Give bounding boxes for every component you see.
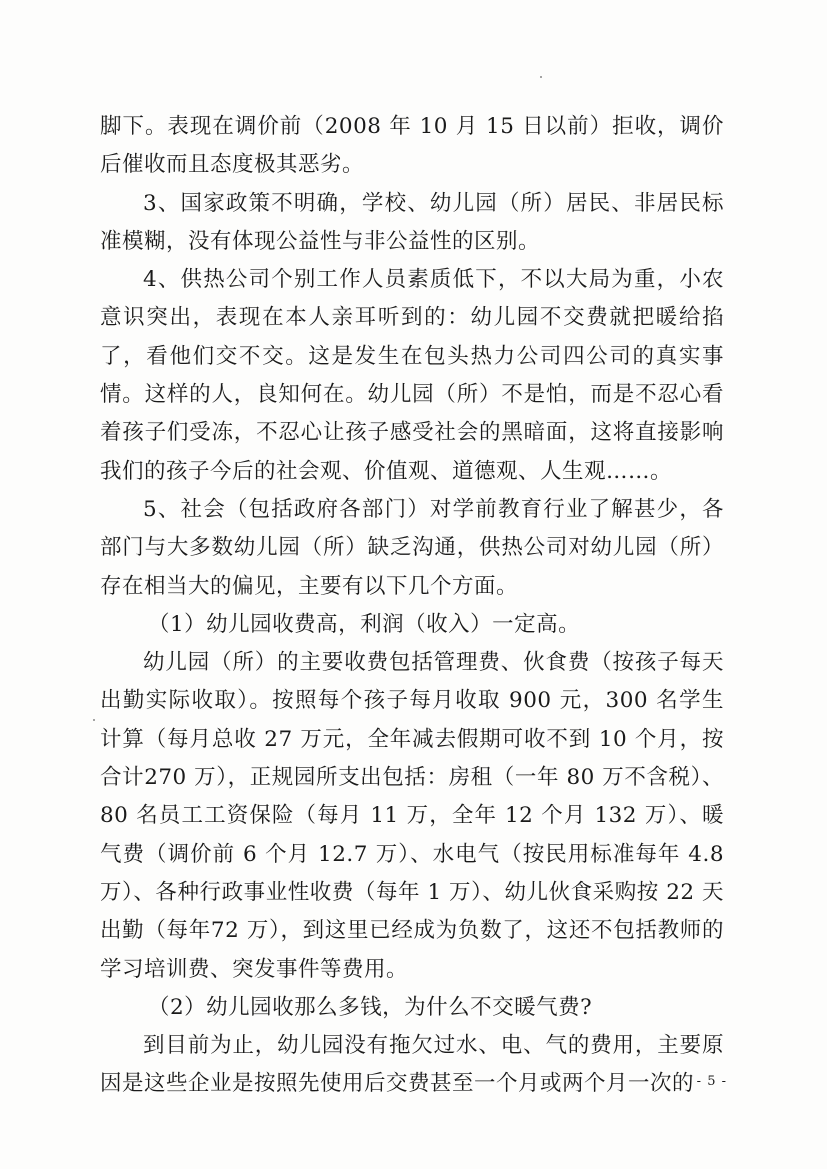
paragraph-payment: 到目前为止，幼儿园没有拖欠过水、电、气的费用，主要原因是这些企业是按照先使用后交费甚至一个月或两个月一次的	[100, 1033, 724, 1097]
page-number: - 5 -	[696, 1074, 727, 1089]
scan-speck	[540, 76, 542, 78]
subheading-1: （1）幼儿园收费高，利润（收入）一定高。	[148, 611, 581, 637]
paragraph-item-4: 4、供热公司个别工作人员素质低下，不以大局为重，小农意识突出，表现在本人亲耳听到的：幼儿园不交费就把暖给掐了，看他们交不交。这是发生在包头热力公司四公司的真实事情。这样的人，良知何在。幼儿园（所）不是怕，而是不忍心看着孩子们受冻，不忍心让孩子感受社会的黑暗面，这将直接影响我们的孩子今后的社会观、价值观、道德观、人生观……。	[100, 267, 724, 484]
paragraph-fees: 幼儿园（所）的主要收费包括管理费、伙食费（按孩子每天出勤实际收取）。按照每个孩子每月收取 900 元，300 名学生计算（每月总收 27 万元，全年减去假期可收不到 10 个月，按合计270 万），正规园所支出包括：房租（一年 80 万不含税）、80 名员工工资保险（每月 11 万，全年 12 个月 132 万）、暖气费（调价前 6 个月 12.7 万）、水电气（按民用标准每年 4.8 万）、各种行政事业性收费（每年 1 万）、幼儿伙食采购按 22 天出勤（每年72 万），到这里已经成为负数了，这还不包括教师的学习培训费、突发事件等费用。	[100, 650, 724, 982]
scan-speck	[93, 719, 95, 721]
subheading-2: （2）幼儿园收那么多钱，为什么不交暖气费?	[148, 994, 593, 1020]
body-text	[100, 108, 724, 1104]
paragraph-item-3: 3、国家政策不明确，学校、幼儿园（所）居民、非居民标准模糊，没有体现公益性与非公益性的区别。	[100, 190, 724, 254]
paragraph-continuation: 脚下。表现在调价前（2008 年 10 月 15 日以前）拒收，调价后催收而且态度极其恶劣。	[100, 114, 724, 178]
paragraph-item-5: 5、社会（包括政府各部门）对学前教育行业了解甚少，各部门与大多数幼儿园（所）缺乏沟通，供热公司对幼儿园（所）存在相当大的偏见，主要有以下几个方面。	[100, 496, 724, 599]
